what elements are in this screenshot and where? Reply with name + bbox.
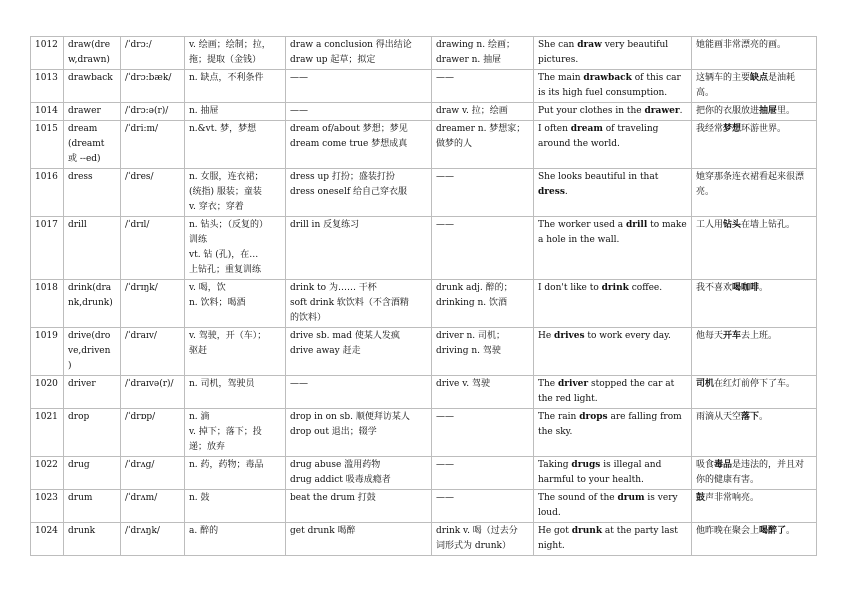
sentence-text: of traveling around the world. [538,124,659,149]
phrases-cell [286,169,432,217]
example-chinese-cell [692,280,817,328]
derivatives-cell [432,70,534,103]
highlighted-word: 鼓 [696,493,706,503]
meaning-line: v. 穿衣；穿着 [189,202,244,212]
table-row [31,409,817,457]
derivatives-cell [432,121,534,169]
derivatives-cell [432,457,534,490]
headword-cell [64,121,121,169]
highlighted-word: 缺点 [750,73,769,83]
table-row [31,490,817,523]
sentence-text: coffee. [628,283,663,293]
phonetic-cell: /ˈdrɒp/ [121,409,185,457]
sentence-text: The main [538,73,584,83]
example-chinese-cell [692,103,817,121]
meaning-line: n. 药，药物；毒品 [189,460,264,470]
sentence-text: is illegal and harmful to your health. [538,460,662,485]
example-chinese-cell [692,121,817,169]
highlighted-word: drink [601,283,629,293]
phrases-cell [286,103,432,121]
sentence-text: 他昨晚在聚会上 [696,526,760,536]
derivatives-line: —— [436,412,454,422]
highlighted-word: drunk [571,526,603,536]
phrases-line: dress oneself 给自己穿衣服 [290,187,408,197]
sentence-text: at the party last night. [538,526,678,551]
entry-number-cell: 1017 [31,217,64,280]
meaning-line: vt. 钻 (孔)，在… [189,250,259,260]
meaning-line: v. 喝，饮 [189,283,226,293]
headword-line: nk,drunk) [68,298,113,308]
headword-line: driver [68,379,96,389]
derivatives-cell [432,103,534,121]
entry-number-cell: 1019 [31,328,64,376]
meaning-cell [185,280,286,328]
entry-number-cell: 1018 [31,280,64,328]
derivatives-line: 词形式为 drunk） [436,541,511,551]
phrases-line: drink to 为…… 干杯 [290,283,377,293]
derivatives-cell [432,376,534,409]
derivatives-line: drawer n. 抽屉 [436,55,502,65]
example-english-cell [534,103,692,121]
meaning-line: 拖；提取（金钱） [189,55,262,65]
derivatives-line: —— [436,460,454,470]
meaning-cell [185,70,286,103]
sentence-text: The [538,379,558,389]
entry-number-cell: 1012 [31,37,64,70]
sentence-text: She looks beautiful in that [538,172,659,182]
headword-line: 或 --ed) [68,154,101,164]
entry-number-cell: 1013 [31,70,64,103]
meaning-line: 上钻孔；重复训练 [189,265,262,275]
sentence-text: are falling from the sky. [538,412,682,437]
headword-line: ve,driven [68,346,111,356]
table-row [31,457,817,490]
headword-cell [64,37,121,70]
phrases-line: —— [290,106,308,116]
highlighted-word: 司机 [696,379,715,389]
table-row [31,103,817,121]
sentence-text: 雨滴从天空 [696,412,742,422]
sentence-text: of this car is its high fuel consumption. [538,73,681,98]
sentence-text: 环游世界。 [741,124,787,134]
highlighted-word: drops [579,412,608,422]
example-chinese-cell [692,217,817,280]
sentence-text: 。 [759,283,769,293]
sentence-text: Taking [538,460,572,470]
meaning-cell [185,409,286,457]
example-chinese-cell [692,523,817,556]
derivatives-cell [432,523,534,556]
meaning-cell [185,103,286,121]
sentence-text: 我不喜欢 [696,283,733,293]
example-english-cell [534,409,692,457]
headword-line: drawer [68,106,101,116]
meaning-cell [185,169,286,217]
table-row [31,70,817,103]
phrases-line: —— [290,73,308,83]
phonetic-cell: /ˈdrɔ:/ [121,37,185,70]
phrases-line: drop out 退出；辍学 [290,427,377,437]
phonetic-cell: /ˈdrʌg/ [121,457,185,490]
phonetic-cell: /ˈdrɔ:ə(r)/ [121,103,185,121]
meaning-cell [185,457,286,490]
phrases-line: beat the drum 打鼓 [290,493,376,503]
sentence-text: very beautiful pictures. [538,40,669,65]
derivatives-line: —— [436,172,454,182]
meaning-line: v. 绘画；绘制；拉， [189,40,271,50]
phrases-line: drug addict 吸毒成瘾者 [290,475,391,485]
example-chinese-cell [692,457,817,490]
entry-number-cell: 1015 [31,121,64,169]
phonetic-cell: /ˈdrɪŋk/ [121,280,185,328]
headword-line: dress [68,172,93,182]
meaning-line: n. 钻头；（反复的） [189,220,269,230]
meaning-line: 驱赶 [189,346,208,356]
table-row [31,121,817,169]
meaning-line: n. 鼓 [189,493,210,503]
example-english-cell [534,523,692,556]
derivatives-line: —— [436,220,454,230]
derivatives-line: 做梦的人 [436,139,473,149]
derivatives-cell [432,328,534,376]
sentence-text: The rain [538,412,580,422]
highlighted-word: drawer [644,106,680,116]
example-chinese-cell [692,328,817,376]
highlighted-word: dress [538,187,565,197]
phrases-cell [286,409,432,457]
phrases-cell [286,37,432,70]
phrases-cell [286,217,432,280]
sentence-text: . [564,187,568,197]
phrases-line: draw a conclusion 得出结论 [290,40,412,50]
headword-cell [64,328,121,376]
sentence-text: He [538,331,555,341]
phonetic-cell: /ˈdrʌŋk/ [121,523,185,556]
headword-cell [64,490,121,523]
example-english-cell [534,70,692,103]
sentence-text: 把你的衣服放进 [696,106,760,116]
derivatives-cell [432,280,534,328]
entry-number-cell: 1022 [31,457,64,490]
sentence-text: to work every day. [584,331,671,341]
meaning-cell [185,121,286,169]
derivatives-line: driver n. 司机； [436,331,506,341]
headword-line: drawback [68,73,113,83]
derivatives-cell [432,37,534,70]
phonetic-cell: /ˈdrʌm/ [121,490,185,523]
headword-line: drive(dro [68,331,111,341]
vocabulary-page [30,36,816,556]
vocabulary-table-body [31,37,817,556]
example-chinese-cell [692,169,817,217]
derivatives-cell [432,490,534,523]
example-english-cell [534,280,692,328]
meaning-line: n. 女服，连衣裙； [189,172,264,182]
phrases-line: get drunk 喝醉 [290,526,356,536]
highlighted-word: drill [625,220,648,230]
derivatives-line: dreamer n. 梦想家； [436,124,526,134]
highlighted-word: drugs [571,460,601,470]
highlighted-word: 喝咖啡 [732,283,760,293]
meaning-cell [185,328,286,376]
example-english-cell [534,457,692,490]
phrases-cell [286,376,432,409]
headword-cell [64,280,121,328]
headword-line: drum [68,493,93,503]
sentence-text: 。 [786,526,796,536]
sentence-text: is very loud. [538,493,678,518]
sentence-text: 在红灯前停下了车。 [714,379,796,389]
headword-line: draw(dre [68,40,111,50]
table-row [31,280,817,328]
sentence-text: I often [538,124,571,134]
highlighted-word: drives [554,331,585,341]
sentence-text: Put your clothes in the [538,106,645,116]
sentence-text: stopped the car at the red light. [538,379,675,404]
highlighted-word: 抽屉 [759,106,778,116]
meaning-cell [185,490,286,523]
sentence-text: 。 [759,412,769,422]
meaning-line: n. 滴 [189,412,210,422]
sentence-text: The sound of the [538,493,618,503]
sentence-text: 这辆车的主要 [696,73,751,83]
phrases-cell [286,523,432,556]
highlighted-word: 梦想 [723,124,742,134]
derivatives-line: drawing n. 绘画； [436,40,515,50]
phrases-line: draw up 起草；拟定 [290,55,376,65]
meaning-line: 递；放弃 [189,442,226,452]
headword-cell [64,457,121,490]
phonetic-cell: /ˈdraɪvə(r)/ [121,376,185,409]
table-row [31,37,817,70]
meaning-cell [185,37,286,70]
sentence-text: to make a hole in the wall. [538,220,687,245]
phonetic-cell: /ˈdri:m/ [121,121,185,169]
example-chinese-cell [692,409,817,457]
derivatives-line: driving n. 驾驶 [436,346,501,356]
example-chinese-cell [692,376,817,409]
table-row [31,169,817,217]
sentence-text: 吸食 [696,460,715,470]
derivatives-line: drive v. 驾驶 [436,379,490,389]
headword-cell [64,523,121,556]
phrases-cell [286,121,432,169]
phrases-cell [286,280,432,328]
entry-number-cell: 1024 [31,523,64,556]
phrases-line: drill in 反复练习 [290,220,360,230]
table-row [31,376,817,409]
example-english-cell [534,490,692,523]
headword-cell [64,169,121,217]
headword-cell [64,70,121,103]
headword-line: dream [68,124,98,134]
meaning-cell [185,217,286,280]
table-row [31,523,817,556]
highlighted-word: drum [617,493,645,503]
example-english-cell [534,217,692,280]
entry-number-cell: 1016 [31,169,64,217]
highlighted-word: draw [577,40,602,50]
entry-number-cell: 1021 [31,409,64,457]
headword-line: (dreamt [68,139,105,149]
phonetic-cell: /ˈdrɔ:bæk/ [121,70,185,103]
phrases-cell [286,70,432,103]
phrases-cell [286,328,432,376]
meaning-line: v. 驾驶，开（车）； [189,331,267,341]
derivatives-cell [432,169,534,217]
sentence-text: I don't like to [538,283,602,293]
example-english-cell [534,169,692,217]
meaning-line: n. 司机，驾驶员 [189,379,255,389]
sentence-text: The worker used a [538,220,626,230]
phrases-line: dream come true 梦想成真 [290,139,408,149]
headword-line: drop [68,412,90,422]
phrases-line: 的饮料） [290,313,327,323]
sentence-text: 在墙上钻孔。 [741,220,796,230]
meaning-line: n.&vt. 梦，梦想 [189,124,257,134]
headword-cell [64,217,121,280]
derivatives-cell [432,409,534,457]
headword-line: drill [68,220,87,230]
highlighted-word: drawback [583,73,632,83]
meaning-line: n. 缺点，不利条件 [189,73,264,83]
phrases-line: drive sb. mad 使某人发疯 [290,331,400,341]
sentence-text: . [679,106,683,116]
table-row [31,328,817,376]
headword-line: drink(dra [68,283,112,293]
phonetic-cell: /ˈdraɪv/ [121,328,185,376]
phrases-line: —— [290,379,308,389]
example-english-cell [534,328,692,376]
example-english-cell [534,121,692,169]
derivatives-cell [432,217,534,280]
derivatives-line: drink v. 喝（过去分 [436,526,518,536]
example-english-cell [534,376,692,409]
sentence-text: She can [538,40,578,50]
highlighted-word: dream [570,124,603,134]
headword-line: drug [68,460,90,470]
highlighted-word: 落下 [741,412,760,422]
sentence-text: 他每天 [696,331,724,341]
highlighted-word: 毒品 [714,460,733,470]
sentence-text: 工人用 [696,220,724,230]
example-english-cell [534,37,692,70]
phrases-line: drive away 赶走 [290,346,361,356]
headword-cell [64,376,121,409]
highlighted-word: driver [558,379,589,389]
meaning-line: 训练 [189,235,208,245]
meaning-line: v. 掉下；落下；投 [189,427,262,437]
phrases-cell [286,490,432,523]
headword-line: drunk [68,526,96,536]
headword-cell [64,409,121,457]
highlighted-word: 喝醉了 [759,526,787,536]
sentence-text: 声非常响亮。 [705,493,760,503]
vocabulary-table [30,36,817,556]
sentence-text: He got [538,526,572,536]
derivatives-line: —— [436,73,454,83]
meaning-line: (统指) 服装；童装 [189,187,262,197]
sentence-text: 她穿那条连衣裙看起来很漂亮。 [696,172,805,197]
phrases-cell [286,457,432,490]
headword-line: w,drawn) [68,55,110,65]
table-row [31,217,817,280]
headword-line: ) [68,361,72,371]
example-chinese-cell [692,70,817,103]
derivatives-line: draw v. 拉；绘画 [436,106,508,116]
sentence-text: 是油耗高。 [696,73,796,98]
entry-number-cell: 1023 [31,490,64,523]
entry-number-cell: 1014 [31,103,64,121]
phrases-line: drug abuse 滥用药物 [290,460,381,470]
phrases-line: drop in on sb. 顺便拜访某人 [290,412,410,422]
sentence-text: 是违法的，并且对你的健康有害。 [696,460,805,485]
phrases-line: dream of/about 梦想；梦见 [290,124,408,134]
meaning-cell [185,523,286,556]
meaning-line: a. 醉的 [189,526,219,536]
headword-cell [64,103,121,121]
example-chinese-cell [692,490,817,523]
highlighted-word: 钻头 [723,220,742,230]
highlighted-word: 开车 [723,331,742,341]
derivatives-line: drinking n. 饮酒 [436,298,508,308]
phonetic-cell: /ˈdres/ [121,169,185,217]
phrases-line: soft drink 软饮料（不含酒精 [290,298,409,308]
sentence-text: 她能画非常漂亮的画。 [696,40,787,50]
meaning-cell [185,376,286,409]
entry-number-cell: 1020 [31,376,64,409]
phonetic-cell: /ˈdrɪl/ [121,217,185,280]
sentence-text: 去上班。 [741,331,778,341]
derivatives-line: —— [436,493,454,503]
meaning-line: n. 抽屉 [189,106,219,116]
example-chinese-cell [692,37,817,70]
phrases-line: dress up 打扮；盛装打扮 [290,172,395,182]
derivatives-line: drunk adj. 醉的； [436,283,513,293]
meaning-line: n. 饮料；喝酒 [189,298,246,308]
sentence-text: 里。 [777,106,796,116]
sentence-text: 我经常 [696,124,724,134]
